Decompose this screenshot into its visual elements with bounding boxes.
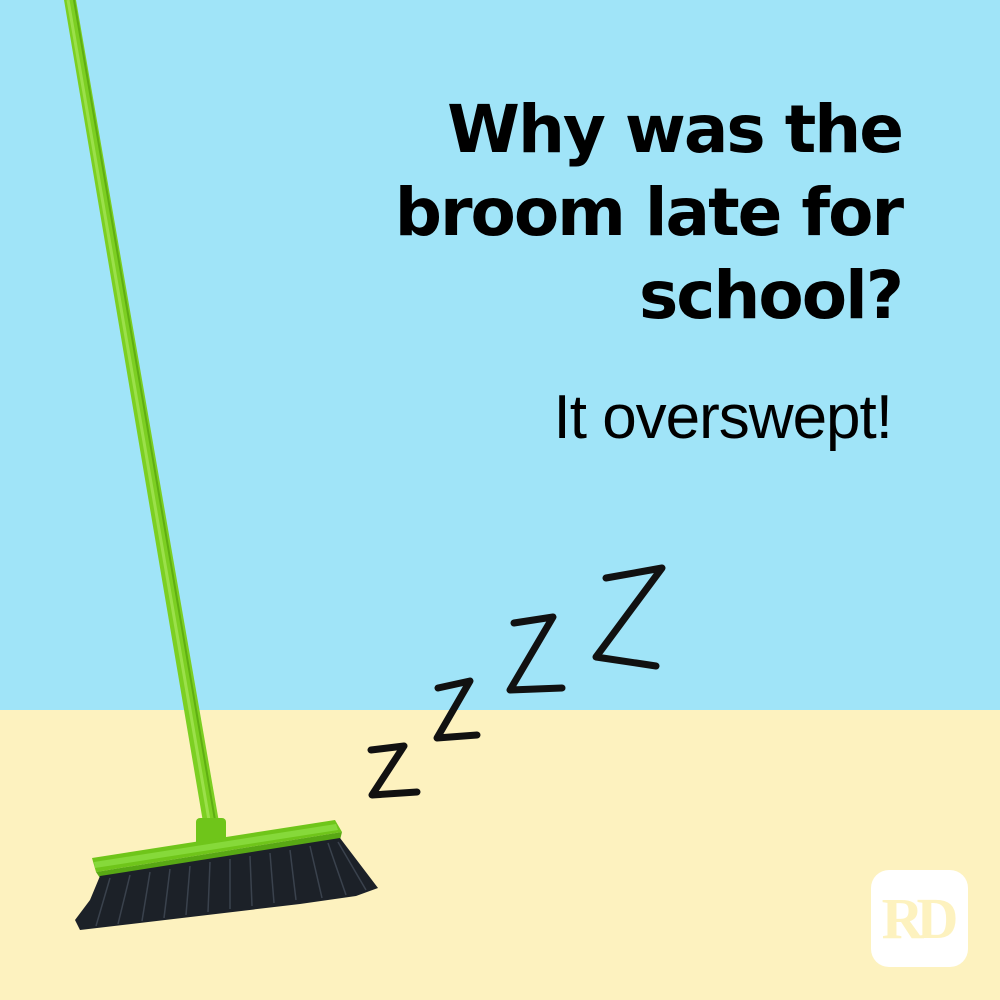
joke-answer: It overswept! <box>553 383 892 452</box>
rd-logo-text: RD <box>881 885 952 951</box>
rd-logo <box>871 870 968 967</box>
zzz-sleep-icon <box>371 568 662 795</box>
joke-question: Why was the broom late for school? <box>394 91 902 334</box>
broom-handle <box>64 0 220 828</box>
broom-handle-shade <box>74 0 216 826</box>
broom-handle-highlight <box>68 0 210 826</box>
